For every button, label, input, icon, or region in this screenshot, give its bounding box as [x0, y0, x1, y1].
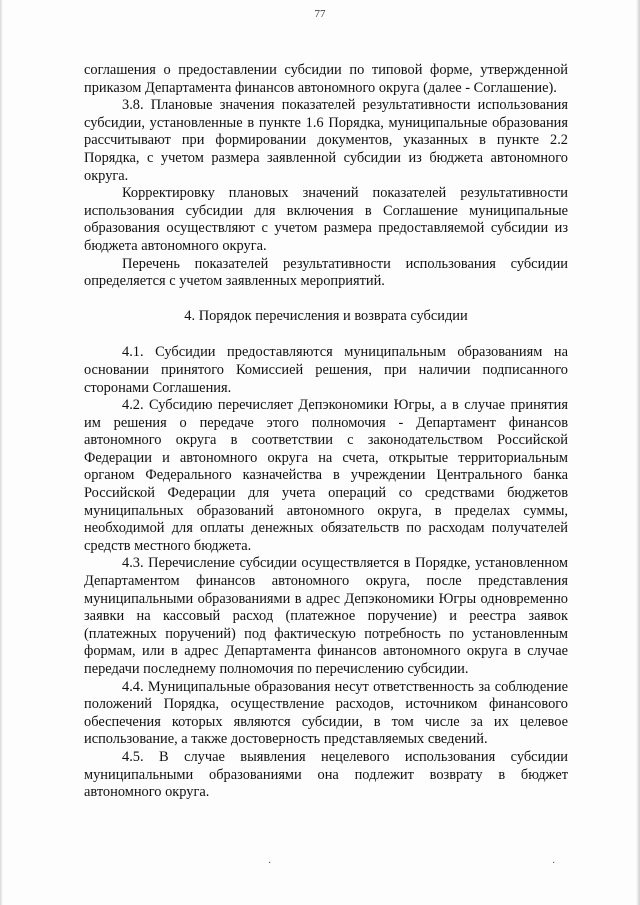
scan-edge-left: [0, 0, 3, 905]
scan-dot-mark: ·: [268, 858, 272, 869]
spacer: [84, 291, 568, 308]
page-number: 77: [314, 8, 326, 20]
scan-dot-mark: ·: [552, 858, 556, 869]
spacer: [84, 325, 568, 344]
paragraph-indicator-list: Перечень показателей результативности использования субсидии определяется с учетом заявленных мероприятий.: [84, 255, 568, 290]
document-body: [84, 62, 568, 802]
paragraph-3-8: 3.8. Плановые значения показателей результативности использования субсидии, установленные в пункте 1.6 Порядка, муниципальные образования рассчитывают при формировании документов, указанных в пункте 2.2 Порядка, с учетом размера заявленной субсидии из бюджета автономного округа.: [84, 97, 568, 184]
paragraph-adjustment: Корректировку плановых значений показателей результативности использования субсидии для включения в Соглашение муниципальные образования осуществляют с учетом размера предоставляемой субсидии из бюджета автономного округа.: [84, 185, 568, 254]
paragraph-4-1: 4.1. Субсидии предоставляются муниципальным образованиям на основании принятого Комиссией решения, при наличии подписанного сторонами Соглашения.: [84, 344, 568, 396]
paragraph-agreement-continuation: соглашения о предоставлении субсидии по типовой форме, утвержденной приказом Департамента финансов автономного округа (далее - Соглашение).: [84, 62, 568, 96]
section-heading: 4. Порядок перечисления и возврата субсидии: [184, 307, 468, 324]
paragraph-4-2: 4.2. Субсидию перечисляет Депэкономики Югры, а в случае принятия им решения о передаче этого полномочия - Департамент финансов автономного округа в соответствии с законодательством Российской Федерации и автономного округа на счета, открытые территориальным органом Федерального казначейства в учреждении Центрального банка Российской Федерации для учета операций со средствами бюджетов муниципальных образований автономного округа, в пределах суммы, необходимой для оплаты денежных обязательств по расходам получателей средств местного бюджета.: [84, 397, 568, 554]
paragraph-4-4: 4.4. Муниципальные образования несут ответственность за соблюдение положений Порядка, осуществление расходов, источником финансового обеспечения которых являются субсидии, в том числе за их целевое использование, а также достоверность представляемых сведений.: [84, 678, 568, 748]
paragraph-4-5: 4.5. В случае выявления нецелевого использования субсидии муниципальными образованиями она подлежит возврату в бюджет автономного округа.: [84, 748, 568, 801]
scan-edge-right: [636, 0, 640, 905]
paragraph-4-3: 4.3. Перечисление субсидии осуществляется в Порядке, установленном Департаментом финансов автономного округа, после представления муниципальными образованиями в адрес Депэкономики Югры одновременно заявки на кассовый расход (платежное поручение) и реестра заявок (платежных поручений) под фактическую потребность по установленным формам, или в адрес Департамента финансов автономного округа в случае передачи последнему полномочия по перечислению субсидии.: [84, 555, 568, 677]
